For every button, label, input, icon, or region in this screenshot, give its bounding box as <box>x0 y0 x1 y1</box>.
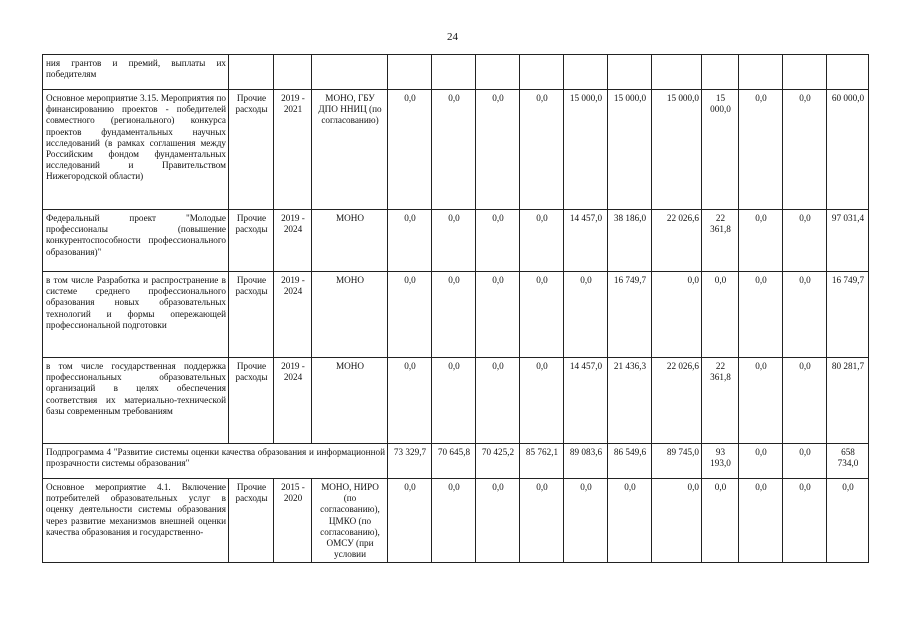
amount-cell: 0,0 <box>520 479 564 563</box>
amount-cell: 0,0 <box>388 210 432 272</box>
amount-cell: 0,0 <box>388 90 432 210</box>
amount-cell: 0,0 <box>520 358 564 444</box>
amount-cell: 97 031,4 <box>827 210 869 272</box>
amount-cell: 16 749,7 <box>608 272 652 358</box>
amount-cell: 0,0 <box>520 272 564 358</box>
amount-cell: 0,0 <box>564 272 608 358</box>
amount-cell <box>520 55 564 90</box>
amount-cell: 0,0 <box>476 210 520 272</box>
amount-cell <box>476 55 520 90</box>
table-row <box>43 90 869 210</box>
page-number: 24 <box>447 31 458 43</box>
amount-cell: 0,0 <box>432 272 476 358</box>
amount-cell <box>432 55 476 90</box>
amount-cell: 21 436,3 <box>608 358 652 444</box>
amount-cell: 70 645,8 <box>432 444 476 479</box>
amount-cell <box>608 55 652 90</box>
amount-cell: 22 361,8 <box>702 210 739 272</box>
subprogram-name-cell: Подпрограмма 4 "Развитие системы оценки качества образования и информационной прозрачности системы образования" <box>43 444 388 479</box>
expense-type-cell: Прочие расходы <box>229 358 274 444</box>
amount-cell: 658 734,0 <box>827 444 869 479</box>
amount-cell: 22 026,6 <box>652 358 702 444</box>
amount-cell: 73 329,7 <box>388 444 432 479</box>
amount-cell <box>827 55 869 90</box>
amount-cell <box>783 55 827 90</box>
table-row <box>43 55 869 90</box>
amount-cell: 15 000,0 <box>652 90 702 210</box>
period-cell: 2015 - 2020 <box>274 479 312 563</box>
amount-cell <box>739 55 783 90</box>
amount-cell: 16 749,7 <box>827 272 869 358</box>
activity-name-cell: в том числе Разработка и распространение в системе среднего профессионального образования новых образовательных технологий и формы опережающей профессиональной подготовки <box>43 272 229 358</box>
amount-cell: 0,0 <box>476 272 520 358</box>
amount-cell: 70 425,2 <box>476 444 520 479</box>
amount-cell: 0,0 <box>739 358 783 444</box>
expense-type-cell: Прочие расходы <box>229 479 274 563</box>
period-cell: 2019 - 2024 <box>274 358 312 444</box>
amount-cell: 15 000,0 <box>564 90 608 210</box>
executor-cell: МОНО <box>312 210 388 272</box>
amount-cell: 0,0 <box>739 210 783 272</box>
activity-name-cell: Федеральный проект "Молодые профессионалы (повышение конкурентоспособности профессионального образования)" <box>43 210 229 272</box>
table-row <box>43 272 869 358</box>
executor-cell <box>312 55 388 90</box>
amount-cell: 22 026,6 <box>652 210 702 272</box>
amount-cell: 89 083,6 <box>564 444 608 479</box>
amount-cell: 0,0 <box>827 479 869 563</box>
activity-name-cell: Основное мероприятие 4.1. Включение потребителей образовательных услуг в оценку деятельности системы образования через развитие механизмов внешней оценки качества образования и государственно- <box>43 479 229 563</box>
amount-cell: 14 457,0 <box>564 210 608 272</box>
activity-name-cell: в том числе государственная поддержка профессиональных образовательных организаций в целях обеспечения соответствия их материально-технической базы современным требованиям <box>43 358 229 444</box>
amount-cell: 0,0 <box>432 479 476 563</box>
expense-type-cell: Прочие расходы <box>229 272 274 358</box>
expense-type-cell: Прочие расходы <box>229 90 274 210</box>
budget-table <box>42 54 869 563</box>
amount-cell: 0,0 <box>432 358 476 444</box>
amount-cell: 0,0 <box>783 272 827 358</box>
amount-cell: 22 361,8 <box>702 358 739 444</box>
expense-type-cell: Прочие расходы <box>229 210 274 272</box>
table-row <box>43 210 869 272</box>
amount-cell: 0,0 <box>608 479 652 563</box>
amount-cell: 0,0 <box>702 479 739 563</box>
amount-cell: 0,0 <box>564 479 608 563</box>
amount-cell <box>652 55 702 90</box>
amount-cell: 0,0 <box>783 479 827 563</box>
amount-cell: 0,0 <box>388 479 432 563</box>
executor-cell: МОНО, ГБУ ДПО ННИЦ (по согласованию) <box>312 90 388 210</box>
amount-cell: 0,0 <box>652 272 702 358</box>
amount-cell: 89 745,0 <box>652 444 702 479</box>
amount-cell: 0,0 <box>520 210 564 272</box>
period-cell <box>274 55 312 90</box>
activity-name-cell: Основное мероприятие 3.15. Мероприятия по финансированию проектов - победителей совместного (регионального) конкурса проектов фундаментальных научных исследований (в рамках соглашения между Российским фондом фундаментальных исследований и Правительством Нижегородской области) <box>43 90 229 210</box>
amount-cell: 0,0 <box>739 90 783 210</box>
amount-cell: 0,0 <box>783 444 827 479</box>
table-row <box>43 358 869 444</box>
amount-cell: 0,0 <box>388 358 432 444</box>
amount-cell: 0,0 <box>432 210 476 272</box>
amount-cell: 80 281,7 <box>827 358 869 444</box>
table-row <box>43 479 869 563</box>
amount-cell: 0,0 <box>432 90 476 210</box>
period-cell: 2019 - 2024 <box>274 210 312 272</box>
amount-cell: 0,0 <box>388 272 432 358</box>
period-cell: 2019 - 2021 <box>274 90 312 210</box>
executor-cell: МОНО <box>312 272 388 358</box>
expense-type-cell <box>229 55 274 90</box>
amount-cell: 0,0 <box>739 444 783 479</box>
amount-cell: 85 762,1 <box>520 444 564 479</box>
amount-cell <box>564 55 608 90</box>
amount-cell: 0,0 <box>476 479 520 563</box>
amount-cell: 0,0 <box>520 90 564 210</box>
amount-cell: 0,0 <box>702 272 739 358</box>
amount-cell: 0,0 <box>476 358 520 444</box>
executor-cell: МОНО <box>312 358 388 444</box>
amount-cell: 38 186,0 <box>608 210 652 272</box>
amount-cell: 86 549,6 <box>608 444 652 479</box>
amount-cell: 15 000,0 <box>702 90 739 210</box>
executor-cell: МОНО, НИРО (по согласованию), ЦМКО (по согласованию), ОМСУ (при условии <box>312 479 388 563</box>
amount-cell: 0,0 <box>476 90 520 210</box>
period-cell: 2019 - 2024 <box>274 272 312 358</box>
amount-cell: 15 000,0 <box>608 90 652 210</box>
amount-cell: 60 000,0 <box>827 90 869 210</box>
amount-cell: 0,0 <box>739 272 783 358</box>
table-row <box>43 444 869 479</box>
amount-cell: 0,0 <box>783 358 827 444</box>
amount-cell: 0,0 <box>739 479 783 563</box>
amount-cell: 0,0 <box>783 90 827 210</box>
amount-cell: 93 193,0 <box>702 444 739 479</box>
amount-cell <box>702 55 739 90</box>
amount-cell <box>388 55 432 90</box>
amount-cell: 14 457,0 <box>564 358 608 444</box>
amount-cell: 0,0 <box>783 210 827 272</box>
activity-name-cell: ния грантов и премий, выплаты их победителям <box>43 55 229 90</box>
amount-cell: 0,0 <box>652 479 702 563</box>
